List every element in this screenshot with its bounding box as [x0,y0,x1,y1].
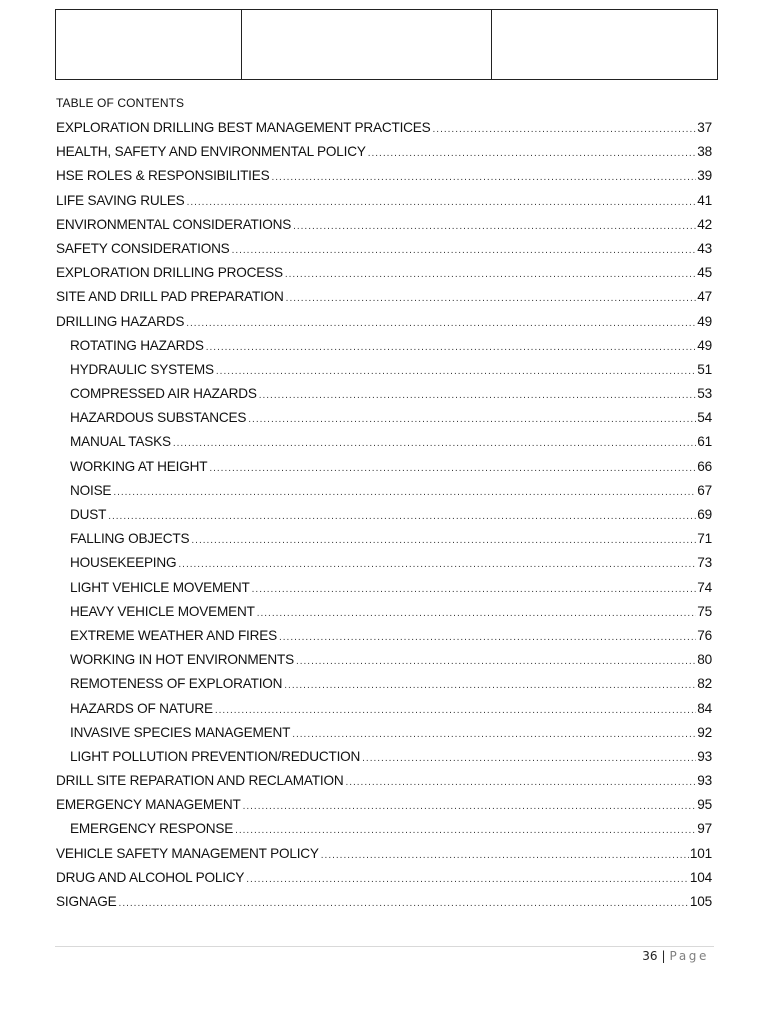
footer-separator: | [661,949,666,963]
toc-entry-title[interactable]: WORKING AT HEIGHT [70,458,208,474]
toc-entry-page[interactable]: 42 [697,216,712,232]
toc-entry[interactable] [56,265,712,289]
toc-entry[interactable] [56,168,712,192]
toc-entry-title[interactable]: LIGHT VEHICLE MOVEMENT [70,579,250,595]
toc-entry[interactable] [56,507,712,531]
toc-entry[interactable] [56,652,712,676]
toc-entry-title[interactable]: INVASIVE SPECIES MANAGEMENT [70,724,291,740]
toc-entry-title[interactable]: EXTREME WEATHER AND FIRES [70,627,277,643]
toc-entry-title[interactable]: WORKING IN HOT ENVIRONMENTS [70,652,294,668]
toc-entry[interactable] [56,797,712,821]
toc-entry-page[interactable]: 45 [697,265,712,281]
toc-entry[interactable] [56,676,712,700]
toc-dot-leader [292,729,696,740]
toc-entry[interactable] [56,217,712,241]
toc-dot-leader [186,318,696,329]
toc-entry-page[interactable]: 95 [697,797,712,813]
toc-entry[interactable] [56,386,712,410]
toc-entry-title[interactable]: SIGNAGE [56,894,117,909]
toc-dot-leader [108,511,696,522]
toc-entry-page[interactable]: 105 [689,894,712,909]
toc-entry-title[interactable]: REMOTENESS OF EXPLORATION [70,676,283,692]
toc-entry-page[interactable]: 93 [697,773,712,789]
toc-dot-leader [206,342,697,353]
toc-entry-title[interactable]: ENVIRONMENTAL CONSIDERATIONS [56,216,292,232]
toc-dot-leader [296,656,696,667]
toc-entry[interactable] [56,459,712,483]
header-table [55,9,718,80]
toc-entry-title[interactable]: FALLING OBJECTS [70,531,190,547]
toc-entry[interactable] [56,894,712,918]
toc-dot-leader [215,705,696,716]
toc-dot-leader [284,680,696,691]
toc-entry[interactable] [56,120,712,144]
toc-entry-title[interactable]: NOISE [70,482,112,498]
toc-entry-page[interactable]: 101 [689,845,712,861]
toc-dot-leader [257,608,697,619]
toc-entry-title[interactable]: HOUSEKEEPING [70,555,177,571]
toc-dot-leader [368,148,697,159]
toc-entry-title[interactable]: HEAVY VEHICLE MOVEMENT [70,603,255,619]
toc-entry-title[interactable]: HSE ROLES & RESPONSIBILITIES [56,168,270,184]
toc-dot-leader [248,414,696,425]
toc-entry-page[interactable]: 82 [697,676,712,692]
toc-entry[interactable] [56,580,712,604]
toc-entry-page[interactable]: 92 [697,724,712,740]
toc-entry-page[interactable]: 47 [697,289,712,305]
toc-entry-title[interactable]: ROTATING HAZARDS [70,337,204,353]
toc-entry-title[interactable]: VEHICLE SAFETY MANAGEMENT POLICY [56,845,319,861]
toc-dot-leader [259,390,697,401]
toc-entry-page[interactable]: 54 [697,410,712,426]
toc-entry-page[interactable]: 75 [697,603,712,619]
toc-heading: TABLE OF CONTENTS [56,96,185,110]
toc-entry-page[interactable]: 80 [697,652,712,668]
page-number: 36 [642,949,658,963]
toc-entry-title[interactable]: HAZARDOUS SUBSTANCES [70,410,247,426]
toc-entry-page[interactable]: 39 [697,168,712,184]
toc-entry-title[interactable]: DRUG AND ALCOHOL POLICY [56,869,245,885]
toc-entry[interactable] [56,628,712,652]
toc-entry-page[interactable]: 74 [697,579,712,595]
toc-entry-title[interactable]: EMERGENCY RESPONSE [70,821,234,837]
toc-entry[interactable] [56,870,712,894]
toc-entry-title[interactable]: SITE AND DRILL PAD PREPARATION [56,289,284,305]
header-table-cell [242,10,492,79]
toc-entry-page[interactable]: 67 [697,482,712,498]
toc-entry-title[interactable]: EMERGENCY MANAGEMENT [56,797,241,813]
toc-entry-title[interactable]: EXPLORATION DRILLING PROCESS [56,265,283,281]
toc-entry[interactable] [56,193,712,217]
toc-entry-page[interactable]: 97 [697,821,712,837]
toc-dot-leader [246,874,689,885]
toc-dot-leader [433,124,697,135]
toc-entry-page[interactable]: 104 [689,869,712,885]
toc-entry-title[interactable]: DRILLING HAZARDS [56,313,185,329]
toc-entry[interactable] [56,821,712,845]
toc-dot-leader [113,487,696,498]
toc-entry[interactable] [56,410,712,434]
toc-entry-page[interactable]: 76 [697,627,712,643]
toc-entry-page[interactable]: 93 [697,748,712,764]
toc-entry-page[interactable]: 69 [697,507,712,522]
toc-entry[interactable] [56,555,712,579]
toc-entry-title[interactable]: HYDRAULIC SYSTEMS [70,361,214,377]
toc-entry[interactable] [56,241,712,265]
toc-dot-leader [232,245,697,256]
toc-dot-leader [243,801,697,812]
toc-entry[interactable] [56,749,712,773]
header-table-cell [492,10,717,79]
toc-entry-page[interactable]: 61 [697,434,712,450]
toc-entry[interactable] [56,483,712,507]
toc-dot-leader [173,438,696,449]
toc-dot-leader [187,197,697,208]
toc-dot-leader [362,753,696,764]
toc-entry[interactable] [56,289,712,313]
footer-divider [55,946,714,947]
toc-dot-leader [119,898,689,909]
toc-entry-title[interactable]: EXPLORATION DRILLING BEST MANAGEMENT PRACTICES [56,120,431,135]
toc-entry-title[interactable]: DUST [70,507,107,522]
toc-entry-page[interactable]: 43 [697,240,712,256]
toc-dot-leader [285,269,696,280]
toc-entry[interactable] [56,314,712,338]
toc-entry[interactable] [56,531,712,555]
toc-entry-page[interactable]: 49 [697,313,712,329]
toc-entry-title[interactable]: COMPRESSED AIR HAZARDS [70,386,257,402]
toc-dot-leader [321,850,689,861]
header-table-cell [56,10,242,79]
page-footer [642,949,709,963]
toc-dot-leader [191,535,696,546]
toc-entry[interactable] [56,701,712,725]
toc-entry-title[interactable]: HAZARDS OF NATURE [70,700,213,716]
toc-entry-page[interactable]: 71 [697,531,712,547]
toc-entry[interactable] [56,846,712,870]
page-label: Page [669,949,709,963]
toc-dot-leader [178,559,696,570]
toc-entry-title[interactable]: SAFETY CONSIDERATIONS [56,240,230,256]
toc-dot-leader [252,584,697,595]
toc-entry-title[interactable]: LIFE SAVING RULES [56,192,185,208]
toc-list [56,120,712,918]
toc-entry-page[interactable]: 84 [697,700,712,716]
toc-dot-leader [345,777,696,788]
toc-entry-page[interactable]: 38 [697,144,712,160]
toc-entry-page[interactable]: 73 [697,555,712,571]
toc-entry-page[interactable]: 37 [697,120,712,135]
toc-dot-leader [271,172,696,183]
toc-entry[interactable] [56,773,712,797]
toc-entry-title[interactable]: HEALTH, SAFETY AND ENVIRONMENTAL POLICY [56,144,366,160]
toc-entry-title[interactable]: DRILL SITE REPARATION AND RECLAMATION [56,773,344,789]
toc-entry[interactable] [56,338,712,362]
toc-dot-leader [235,825,696,836]
toc-entry[interactable] [56,434,712,458]
toc-entry-page[interactable]: 41 [697,192,712,208]
toc-entry[interactable] [56,725,712,749]
toc-entry-page[interactable]: 53 [697,386,712,402]
toc-dot-leader [216,366,696,377]
toc-dot-leader [279,632,696,643]
toc-entry[interactable] [56,604,712,628]
toc-entry[interactable] [56,144,712,168]
toc-entry-title[interactable]: MANUAL TASKS [70,434,171,450]
toc-dot-leader [286,293,697,304]
toc-entry-page[interactable]: 66 [697,458,712,474]
toc-dot-leader [293,221,696,232]
toc-entry-page[interactable]: 51 [697,361,712,377]
toc-entry[interactable] [56,362,712,386]
toc-dot-leader [209,463,696,474]
toc-entry-page[interactable]: 49 [697,337,712,353]
toc-entry-title[interactable]: LIGHT POLLUTION PREVENTION/REDUCTION [70,748,361,764]
